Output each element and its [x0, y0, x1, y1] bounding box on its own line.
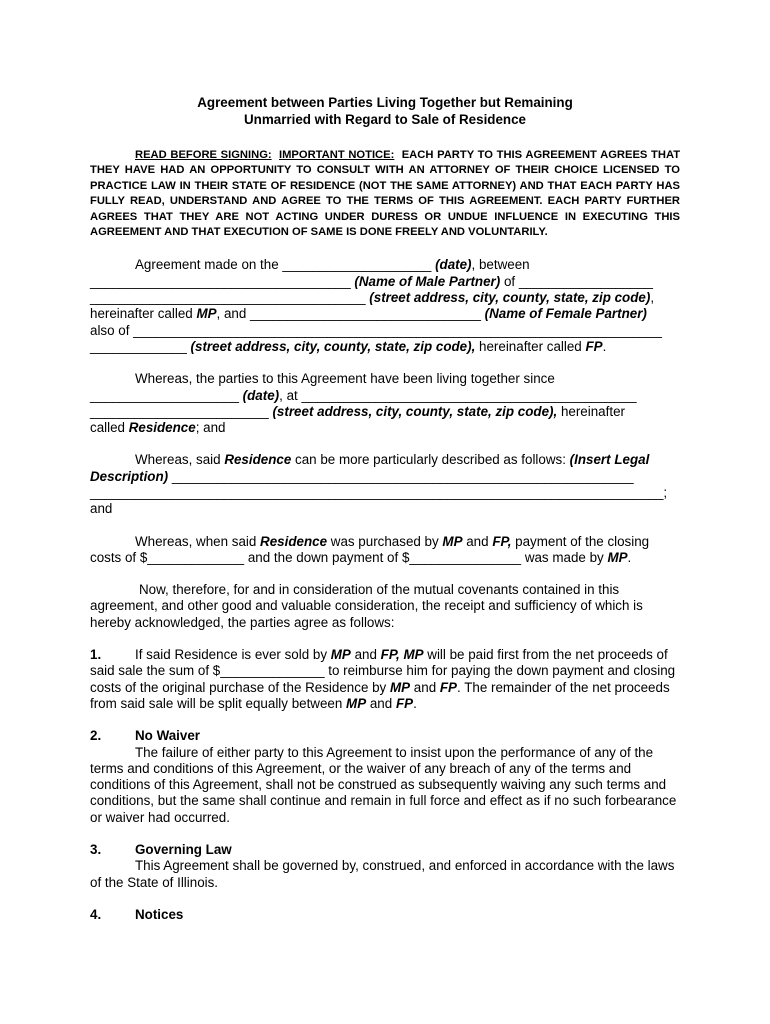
section-text: and [410, 679, 440, 695]
section-heading: No Waiver [135, 728, 200, 744]
section-text: . The remainder of the net proceeds from said sale will be split equally between [90, 679, 670, 711]
intro-text: , [650, 290, 655, 306]
mp-abbrev: MP [196, 306, 217, 322]
whereas-purchase [90, 534, 680, 567]
section-text: If said Residence is ever sold by [135, 647, 331, 663]
section-text: and [366, 695, 396, 711]
whereas-text: Whereas, the parties to this Agreement have been living together since [135, 371, 555, 387]
title-line-1: Agreement between Parties Living Together but Remaining [197, 95, 573, 110]
whereas-text: ; and [195, 420, 226, 436]
address-placeholder: (street address, city, county, state, zip code) [369, 290, 651, 306]
blank-line: _____________ [90, 338, 191, 354]
blank-line: ___________________________________ [90, 273, 355, 289]
intro-text: , and _______________________________ [216, 306, 485, 322]
section-3 [90, 842, 680, 891]
intro-text: Agreement made on the ____________________ [135, 257, 436, 273]
whereas-text: called [90, 420, 129, 436]
important-notice [90, 148, 680, 240]
mp-abbrev: MP [330, 647, 351, 663]
section-number: 4. [90, 906, 102, 922]
intro-text: , between [471, 257, 530, 273]
now-therefore-text: Now, therefore, for and in consideration of the mutual covenants contained in this agreement, and other good and valuable consideration, the receipt and sufficiency of which is hereby acknowledged, the parties agree as follows: [90, 582, 643, 630]
whereas-text: hereinafter [557, 403, 625, 419]
address-placeholder: (street address, city, county, state, zip code), [190, 338, 476, 354]
also-of-line: also of _______________________________________________________________________ [90, 322, 662, 338]
section-2 [90, 728, 680, 826]
mp-abbrev: MP [346, 695, 367, 711]
male-partner-name-placeholder: (Name of Male Partner) [354, 273, 501, 289]
blank-line: ______________________________________________________________ [168, 468, 634, 484]
residence-term: Residence [128, 420, 196, 436]
notice-text: EACH PARTY TO THIS AGREEMENT AGREES THAT THEY HAVE HAD AN OPPORTUNITY TO CONSULT WITH AN ATTORNEY OF THEIR CHOICE LICENSED TO PRACTICE LAW IN THEIR STATE OF RESIDENCE (NOT THE SAME ATTORNEY) AND THAT EACH PARTY HAS FULLY READ, UNDERSTAND AND AGREE TO THE TERMS OF THIS AGREEMENT. EACH PARTY FURTHER AGREES THAT THEY ARE NOT ACTING UNDER DURESS OR UNDUE INFLUENCE IN EXECUTING THIS AGREEMENT AND THAT EXECUTION OF SAME IS DONE FREELY AND VOLUNTARILY. [90, 149, 681, 239]
female-partner-name-placeholder: (Name of Female Partner) [484, 306, 647, 322]
intro-text: of __________________ [500, 273, 653, 289]
date-placeholder: (date) [435, 257, 472, 273]
blank-line: _____________________________________ [90, 290, 370, 306]
blank-line: _____________________________________________________________________________; and [90, 485, 668, 517]
fp-abbrev: FP [439, 679, 457, 695]
whereas-text: Whereas, when said [135, 533, 261, 549]
section-text: and [350, 647, 381, 663]
intro-text: . [602, 338, 607, 354]
fp-abbrev: FP, [492, 533, 512, 549]
document-title [90, 94, 680, 128]
section-heading: Notices [135, 906, 184, 922]
whereas-text: and [462, 533, 493, 549]
whereas-text: , at _____________________________________________ [279, 387, 637, 403]
document-page [90, 94, 680, 923]
section-text: will be paid first from the net proceeds of said sale the sum of $______________ to reimburse him for paying the down payment and closing costs of the original purchase of the Residence by [90, 647, 676, 695]
read-before-signing-label: READ BEFORE SIGNING: [135, 149, 272, 161]
now-therefore-paragraph [90, 582, 680, 631]
residence-term: Residence [224, 452, 292, 468]
mp-abbrev: MP [442, 533, 463, 549]
intro-text: hereinafter called [475, 338, 586, 354]
whereas-text: payment of the closing costs of $_____________ and the down payment of $_______________ was made by [90, 533, 650, 565]
title-line-2: Unmarried with Regard to Sale of Residence [243, 112, 526, 127]
intro-paragraph [90, 257, 680, 355]
residence-term: Residence [260, 533, 328, 549]
section-text: . [413, 695, 417, 711]
legal-description-placeholder: (Insert Legal Description) [90, 452, 650, 484]
section-number: 2. [90, 728, 102, 744]
blank-line: ____________________ [90, 387, 243, 403]
address-placeholder: (street address, city, county, state, zip code), [272, 403, 558, 419]
mp-abbrev: MP [607, 549, 628, 565]
whereas-legal-description [90, 452, 680, 517]
blank-line: ________________________ [90, 403, 273, 419]
section-1 [90, 647, 680, 712]
fp-abbrev: FP [395, 695, 414, 711]
section-text: The failure of either party to this Agreement to insist upon the performance of any of the terms and conditions of this Agreement, or the waiver of any breach of any of the terms and conditions of this Agreement, shall not be construed as subsequently waiving any such terms and conditions, but the same shall continue and remain in full force and effect as if no such forbearance or waiver had occurred. [90, 744, 677, 825]
intro-text: hereinafter called [90, 306, 197, 322]
section-text: This Agreement shall be governed by, construed, and enforced in accordance with the laws of the State of Illinois. [90, 858, 675, 890]
whereas-text: Whereas, said [135, 452, 225, 468]
fp-abbrev: FP [585, 338, 603, 354]
whereas-living-together [90, 371, 680, 436]
section-number: 3. [90, 842, 102, 858]
mp-abbrev: MP [389, 679, 411, 695]
section-number: 1. [90, 647, 102, 663]
section-heading: Governing Law [135, 842, 232, 858]
section-4 [90, 907, 680, 923]
important-notice-label: IMPORTANT NOTICE: [279, 149, 395, 161]
fp-mp-abbrev: FP, MP [380, 647, 424, 663]
whereas-text: can be more particularly described as follows: [291, 452, 570, 468]
whereas-text: was purchased by [327, 533, 443, 549]
whereas-text: . [627, 549, 632, 565]
date-placeholder: (date) [242, 387, 280, 403]
